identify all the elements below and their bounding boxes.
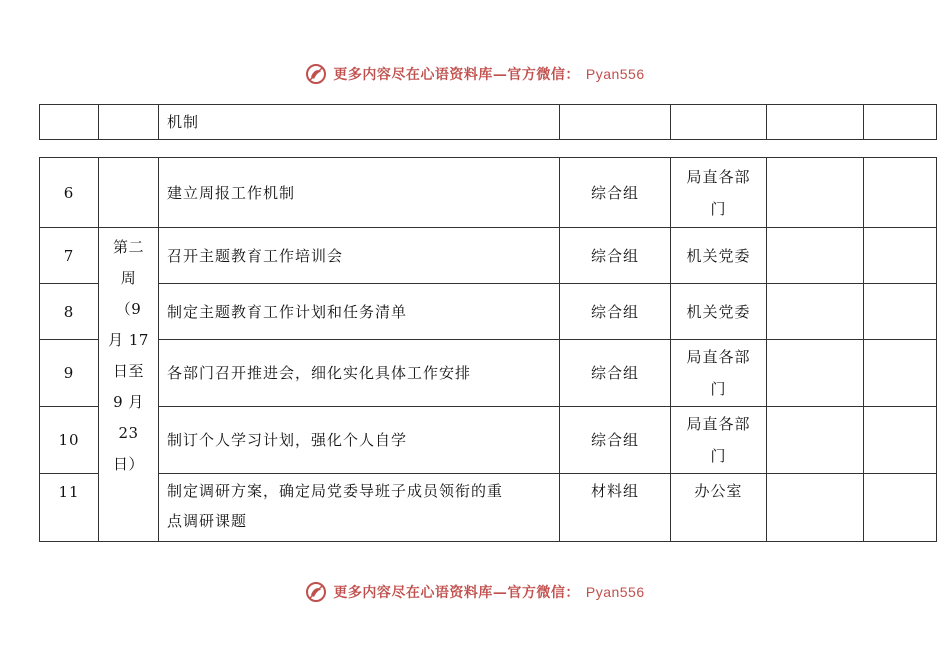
week-cell-empty <box>99 158 159 228</box>
row-number: 10 <box>40 407 99 474</box>
week-cell <box>99 105 159 140</box>
lead-cell: 综合组 <box>560 158 671 228</box>
watermark-text: 更多内容尽在心语资料库—官方微信： <box>333 585 580 601</box>
no-cell <box>40 105 99 140</box>
dept-line: 门 <box>710 380 727 398</box>
row-number: 11 <box>40 474 99 542</box>
task-line: 点调研课题 <box>167 512 248 530</box>
week-line: 月 17 <box>108 331 149 349</box>
task-cell: 各部门召开推进会，细化实化具体工作安排 <box>159 340 560 407</box>
dept-cell: 办公室 <box>671 474 767 542</box>
extra-cell <box>864 228 937 284</box>
dept-cell <box>671 407 767 474</box>
lead-cell: 综合组 <box>560 228 671 284</box>
week-line: 日至 <box>112 362 144 380</box>
task-cell: 召开主题教育工作培训会 <box>159 228 560 284</box>
table-row <box>40 284 937 340</box>
brand-logo-icon <box>305 63 327 85</box>
table-row <box>40 158 937 228</box>
row-number: 9 <box>40 340 99 407</box>
row-number: 8 <box>40 284 99 340</box>
table-row <box>40 407 937 474</box>
lead-cell: 综合组 <box>560 340 671 407</box>
dept-cell: 机关党委 <box>671 228 767 284</box>
continuation-table <box>39 104 937 140</box>
dept-line: 门 <box>710 447 727 465</box>
extra-cell <box>767 105 864 140</box>
schedule-table <box>39 157 937 542</box>
week-line: 周 <box>120 269 137 287</box>
table-row <box>40 228 937 284</box>
week-line: 23 <box>118 424 139 442</box>
dept-cell <box>671 158 767 228</box>
watermark-wechat-id: Pyan556 <box>585 584 645 600</box>
dept-line: 门 <box>710 199 727 218</box>
task-cell <box>159 474 560 542</box>
extra-cell <box>864 284 937 340</box>
brand-logo-icon <box>305 581 327 603</box>
watermark-text: 更多内容尽在心语资料库—官方微信： <box>333 67 580 83</box>
dept-cell <box>671 340 767 407</box>
dept-line: 局直各部 <box>686 348 751 366</box>
week-line: 第二 <box>112 238 144 256</box>
footer-watermark <box>0 578 950 606</box>
task-cell: 机制 <box>159 105 560 140</box>
extra-cell <box>767 407 864 474</box>
lead-cell: 综合组 <box>560 407 671 474</box>
extra-cell <box>767 474 864 542</box>
lead-cell: 综合组 <box>560 284 671 340</box>
row-number: 7 <box>40 228 99 284</box>
task-cell: 制订个人学习计划，强化个人自学 <box>159 407 560 474</box>
header-watermark <box>0 60 950 88</box>
dept-line: 局直各部 <box>686 167 751 186</box>
dept-cell: 机关党委 <box>671 284 767 340</box>
week-line: （9 <box>115 300 142 318</box>
extra-cell <box>767 284 864 340</box>
extra-cell <box>864 105 937 140</box>
week-line: 9 月 <box>113 393 144 411</box>
dept-cell <box>671 105 767 140</box>
extra-cell <box>864 407 937 474</box>
extra-cell <box>767 228 864 284</box>
lead-cell <box>560 105 671 140</box>
lead-cell: 材料组 <box>560 474 671 542</box>
extra-cell <box>767 340 864 407</box>
task-line: 制定调研方案，确定局党委导班子成员领衔的重 <box>167 482 504 500</box>
extra-cell <box>864 474 937 542</box>
table-row <box>40 340 937 407</box>
extra-cell <box>864 158 937 228</box>
task-cell: 建立周报工作机制 <box>159 158 560 228</box>
watermark-wechat-id: Pyan556 <box>585 66 645 82</box>
dept-line: 局直各部 <box>686 415 751 433</box>
table-row <box>40 474 937 542</box>
task-cell: 制定主题教育工作计划和任务清单 <box>159 284 560 340</box>
table-row <box>40 105 937 140</box>
extra-cell <box>864 340 937 407</box>
week-label-cell <box>99 228 159 542</box>
week-line: 日） <box>112 455 144 473</box>
row-number: 6 <box>40 158 99 228</box>
extra-cell <box>767 158 864 228</box>
